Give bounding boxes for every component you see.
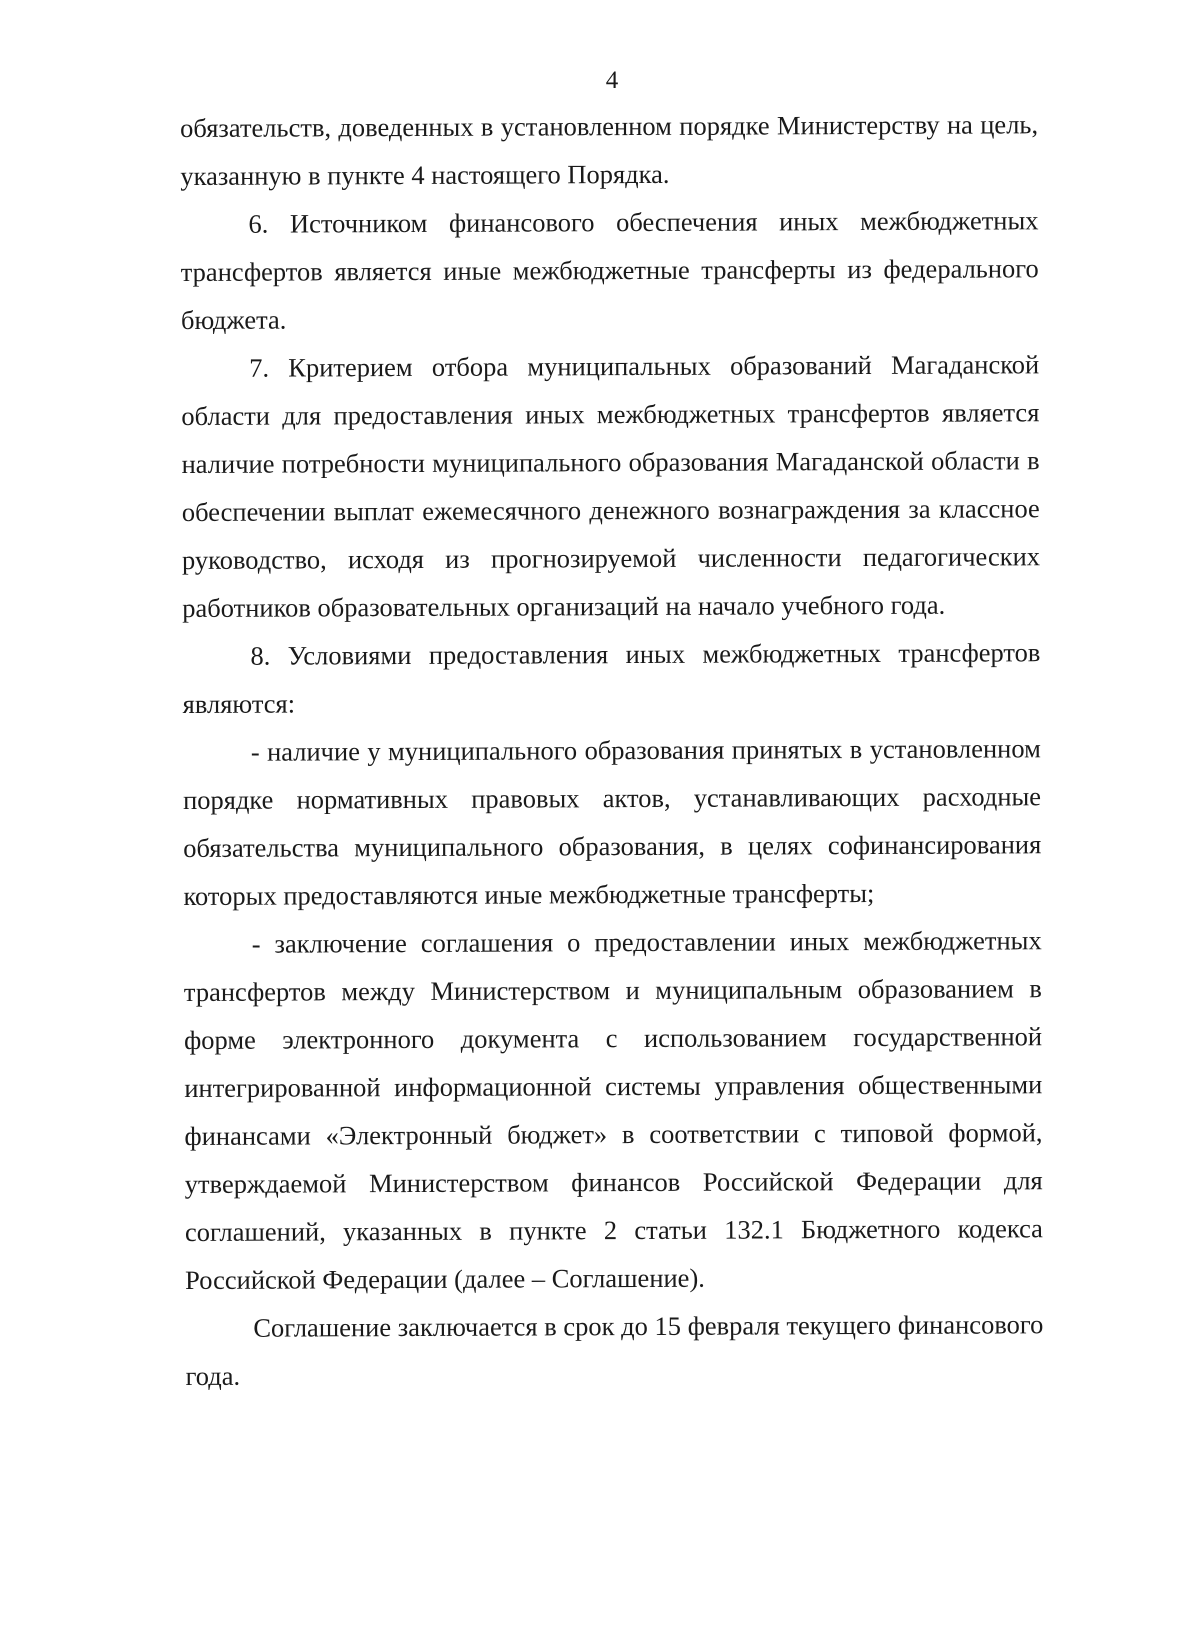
paragraph-condition-1: - наличие у муниципального образования принятых в установленном порядке нормативных правовых актов, устанавливающих расходные обязательства муниципального образования, в целях софинансирования которых предоставляются иные межбюджетные трансферты; — [182, 733, 1042, 911]
paragraph-item-7: 7. Критерием отбора муниципальных образований Магаданской области для предоставления иных межбюджетных трансфертов является наличие потребности муниципального образования Магаданской области в обеспечении выплат ежемесячного денежного вознаграждения за классное руководство, исходя из прогнозируемой численности педагогических работников образовательных организаций на начало учебного года. — [181, 349, 1041, 623]
document-body — [180, 100, 1044, 1400]
paragraph-item-6: 6. Источником финансового обеспечения иных межбюджетных трансфертов является иные межбюджетные трансферты из федерального бюджета. — [180, 205, 1039, 335]
paragraph-continuation: обязательств, доведенных в установленном порядке Министерству на цель, указанную в пункте 4 настоящего Порядка. — [180, 109, 1039, 191]
paragraph-condition-2: - заключение соглашения о предоставлении иных межбюджетных трансфертов между Министерством и муниципальным образованием в форме электронного документа с использованием государственной интегрированной информационной системы управления общественными финансами «Электронный бюджет» в соответствии с типовой формой, утверждаемой Министерством финансов Российской Федерации для соглашений, указанных в пункте 2 статьи 132.1 Бюджетного кодекса Российской Федерации (далее – Соглашение). — [183, 925, 1043, 1295]
paragraph-item-8: 8. Условиями предоставления иных межбюджетных трансфертов являются: — [182, 637, 1041, 719]
paragraph-agreement-term: Соглашение заключается в срок до 15 февраля текущего финансового года. — [185, 1309, 1044, 1391]
page-number: 4 — [605, 67, 619, 94]
